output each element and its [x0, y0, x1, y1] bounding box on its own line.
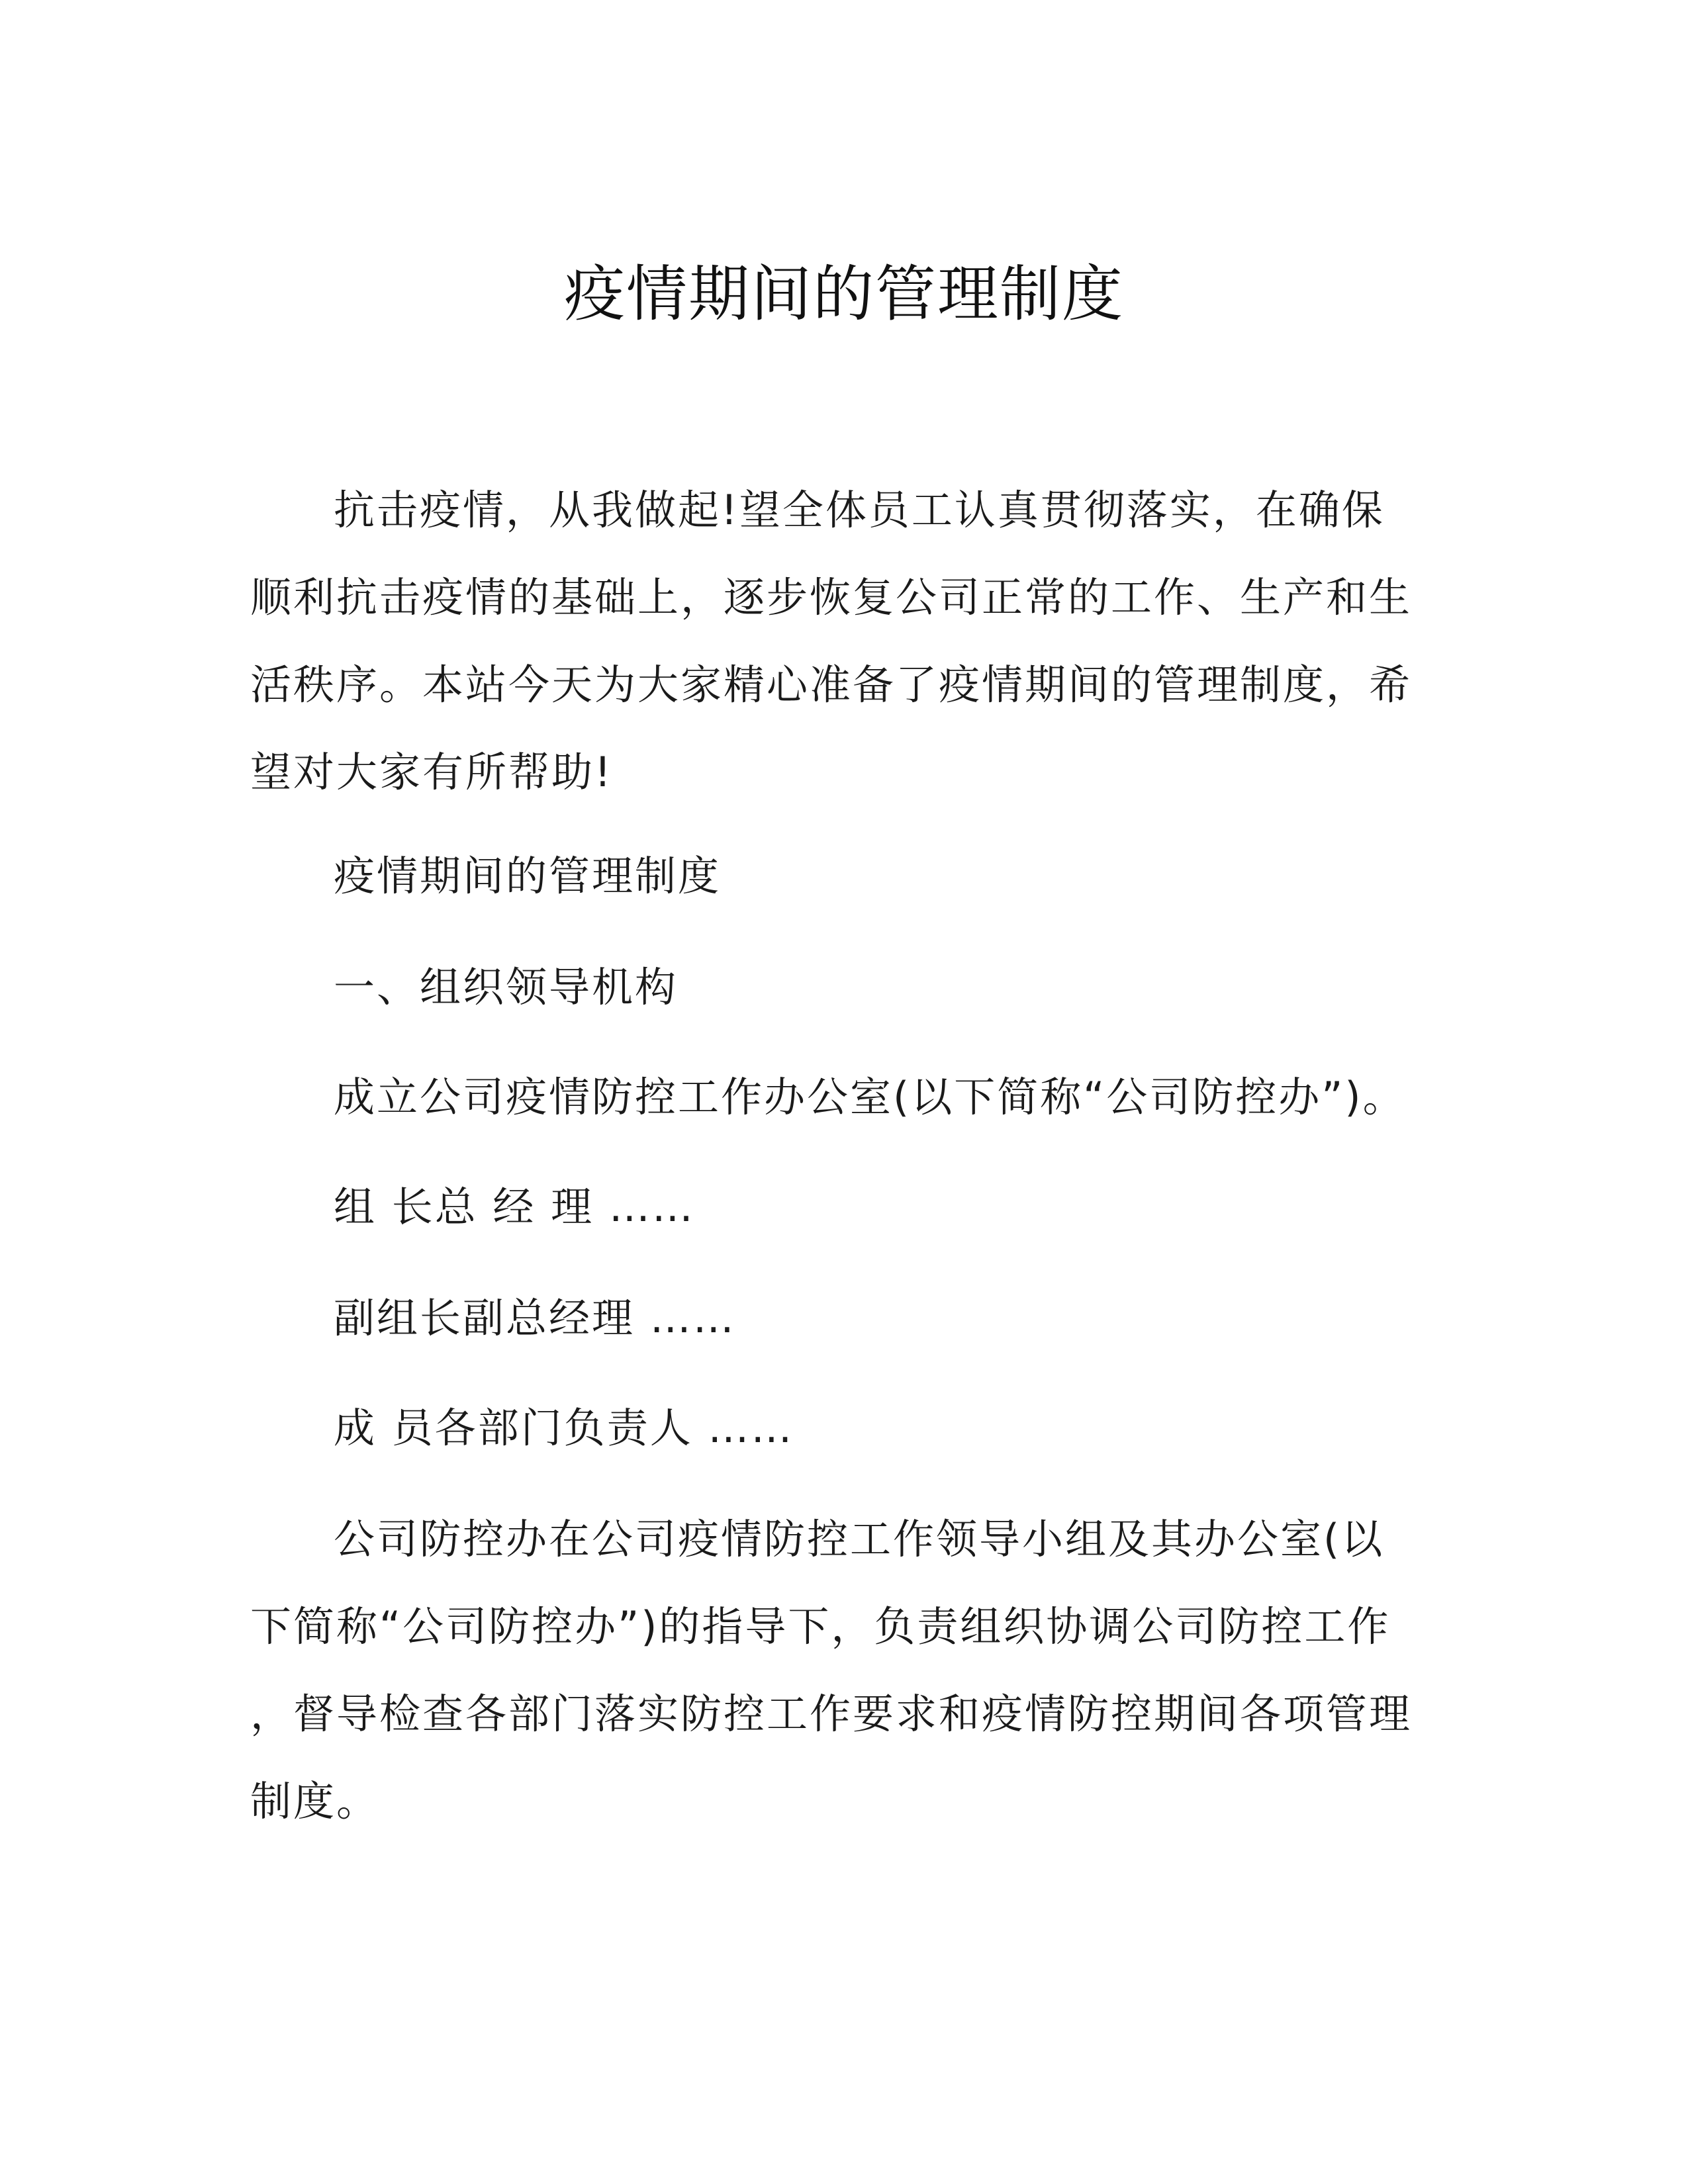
section-1-heading: 一、组织领导机构 [334, 963, 679, 1011]
intro-line-2: 顺利抗击疫情的基础上，逐步恢复公司正常的工作、生产和生 [250, 573, 1413, 621]
intro-paragraph [250, 467, 1442, 816]
duty-line-1: 公司防控办在公司疫情防控工作领导小组及其办公室(以 [334, 1515, 1385, 1563]
leader-line: 组 长总 经 理 …… [334, 1183, 695, 1231]
intro-line-4: 望对大家有所帮助! [250, 748, 613, 796]
establish-line: 成立公司疫情防控工作办公室(以下简称“公司防控办”)。 [334, 1073, 1406, 1121]
duty-line-4: 制度。 [250, 1777, 380, 1825]
duty-paragraph [250, 1496, 1442, 1845]
document-title: 疫情期间的管理制度 [563, 259, 1124, 330]
intro-line-3: 活秩序。本站今天为大家精心准备了疫情期间的管理制度，希 [250, 660, 1413, 709]
section-1-heading-paragraph [250, 944, 1525, 1031]
members-paragraph [250, 1385, 1525, 1472]
members-line: 成 员各部门负责人 …… [334, 1404, 794, 1452]
duty-line-2: 下简称“公司防控办”)的指导下，负责组织协调公司防控工作 [250, 1602, 1391, 1651]
leader-paragraph [250, 1163, 1525, 1251]
deputy-line: 副组长副总经理 …… [334, 1294, 736, 1342]
deputy-paragraph [250, 1275, 1525, 1362]
duty-line-3: ，督导检查各部门落实防控工作要求和疫情防控期间各项管理 [250, 1690, 1413, 1738]
subtitle-paragraph [250, 833, 1525, 920]
intro-line-1: 抗击疫情，从我做起!望全体员工认真贯彻落实，在确保 [334, 486, 1385, 534]
subtitle: 疫情期间的管理制度 [334, 852, 722, 900]
establish-paragraph [250, 1054, 1525, 1141]
